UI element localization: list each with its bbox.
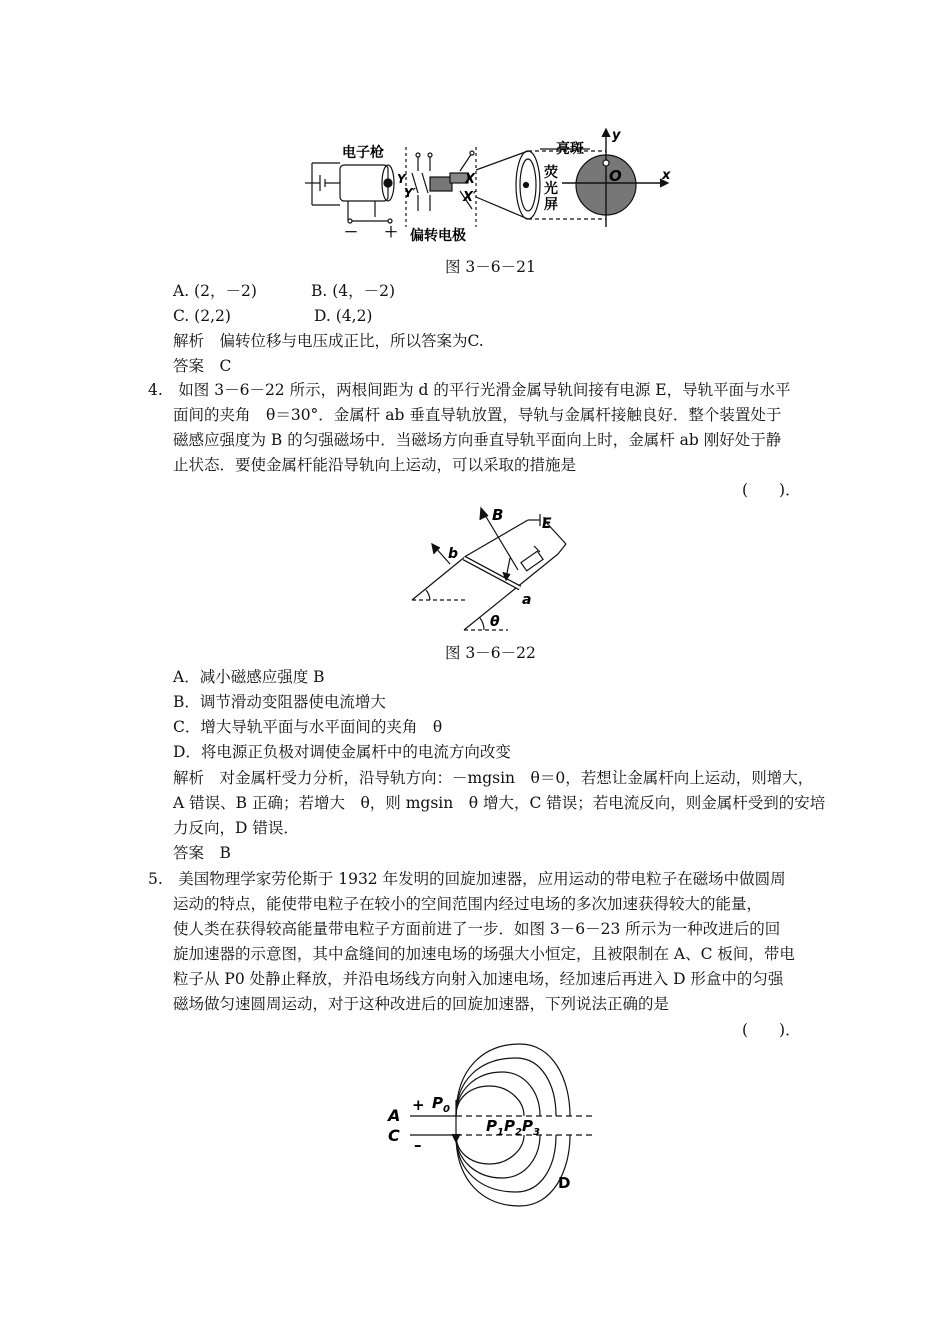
q5-stem-line-6: 磁场做匀速圆周运动，对于这种改进后的回旋加速器，下列说法正确的是: [173, 995, 670, 1013]
label-screen-1: 荧: [544, 165, 558, 181]
q3-option-d: D. (4,2): [314, 307, 373, 325]
label-plus: ＋: [384, 225, 398, 241]
label-plate-x: X: [465, 172, 476, 187]
label-a: a: [522, 592, 532, 608]
figure-rails: [408, 500, 578, 640]
label-origin: O: [609, 167, 622, 185]
label-screen-2: 光: [544, 181, 558, 197]
q4-option-b: B．调节滑动变阻器使电流增大: [173, 693, 386, 711]
q5-stem-line-5: 粒子从 P0 处静止释放，并沿电场线方向射入加速电场，经加速后再进入 D 形盒中的匀强: [173, 970, 784, 988]
q3-option-c: C. (2,2): [173, 307, 231, 325]
q3-analysis: 解析 偏转位移与电压成正比，所以答案为C.: [173, 332, 484, 350]
label-p3: $P_3$: [522, 1117, 540, 1138]
q4-stem-line-3: 磁感应强度为 B 的匀强磁场中．当磁场方向垂直导轨平面向上时，金属杆 ab 刚好处于静: [173, 431, 782, 449]
label-b: b: [448, 546, 459, 562]
label-p0: $P_0$: [432, 1094, 450, 1115]
q5-stem-line-4: 旋加速器的示意图，其中盒缝间的加速电场的场强大小恒定，且被限制在 A、C 板间，带电: [173, 945, 795, 963]
q4-answer: 答案 B: [173, 844, 231, 862]
label-D: D: [558, 1174, 571, 1192]
q4-bracket: ( )．: [742, 481, 801, 499]
label-gun: 电子枪: [342, 145, 384, 161]
q4-analysis-line-2: A 错误、B 正确；若增大 θ，则 mgsin θ 增大，C 错误；若电流反向，则金属杆受到的安培: [173, 794, 826, 812]
q4-option-a: A．减小磁感应强度 B: [173, 668, 325, 686]
q4-option-c: C．增大导轨平面与水平面间的夹角 θ: [173, 718, 443, 736]
label-theta: θ: [490, 614, 500, 630]
q5-stem-line-3: 使人类在获得较高能量带电粒子方面前进了一步．如图 3－6－23 所示为一种改进后的回: [173, 920, 781, 938]
q4-stem-line-1: 4. 如图 3－6－22 所示，两根间距为 d 的平行光滑金属导轨间接有电源 E，导轨平面与水平: [148, 381, 791, 399]
figure-caption-22: 图 3－6－22: [445, 644, 536, 662]
label-B: B: [492, 506, 504, 524]
label-A: A: [388, 1106, 401, 1125]
label-plate-xp: X′: [463, 190, 477, 205]
label-axis-x: x: [662, 168, 671, 183]
label-C: C: [388, 1126, 400, 1145]
label-axis-y: y: [612, 128, 621, 143]
label-E: E: [542, 516, 552, 532]
figure-caption-21: 图 3－6－21: [445, 258, 536, 276]
q3-answer: 答案 C: [173, 357, 232, 375]
q4-option-d: D．将电源正负极对调使金属杆中的电流方向改变: [173, 743, 511, 761]
label-screen-3: 屏: [544, 197, 558, 213]
label-bright: 亮斑: [556, 141, 584, 157]
label-p1: $P_1$: [486, 1117, 504, 1138]
q4-stem-line-2: 面间的夹角 θ＝30°．金属杆 ab 垂直导轨放置，导轨与金属杆接触良好．整个装置处于: [173, 406, 782, 424]
label-plate-y: Y: [397, 172, 406, 186]
label-minus: －: [344, 225, 358, 241]
label-p2: $P_2$: [504, 1117, 522, 1138]
label-minus: –: [414, 1136, 422, 1154]
q3-option-b: B. (4，－2): [311, 282, 396, 300]
q5-bracket: ( )．: [742, 1021, 801, 1039]
label-deflect: 偏转电极: [410, 228, 466, 244]
figure-crt: [300, 125, 680, 245]
q5-stem-line-2: 运动的特点，能使带电粒子在较小的空间范围内经过电场的多次加速获得较大的能量，: [173, 895, 763, 913]
q5-stem-line-1: 5. 美国物理学家劳伦斯于 1932 年发明的回旋加速器，应用运动的带电粒子在磁场中做圆周: [148, 870, 786, 888]
q4-analysis-line-3: 力反向，D 错误．: [173, 819, 299, 837]
figure-cyclotron: [380, 1040, 610, 1210]
q4-analysis-line-1: 解析 对金属杆受力分析，沿导轨方向：－mgsin θ＝0，若想让金属杆向上运动，则增大，: [173, 769, 814, 787]
q4-stem-line-4: 止状态．要使金属杆能沿导轨向上运动，可以采取的措施是: [173, 456, 577, 474]
label-plus: +: [412, 1096, 425, 1114]
q3-option-a: A. (2，－2): [173, 282, 257, 300]
label-plate-yp: Y′: [404, 186, 416, 200]
